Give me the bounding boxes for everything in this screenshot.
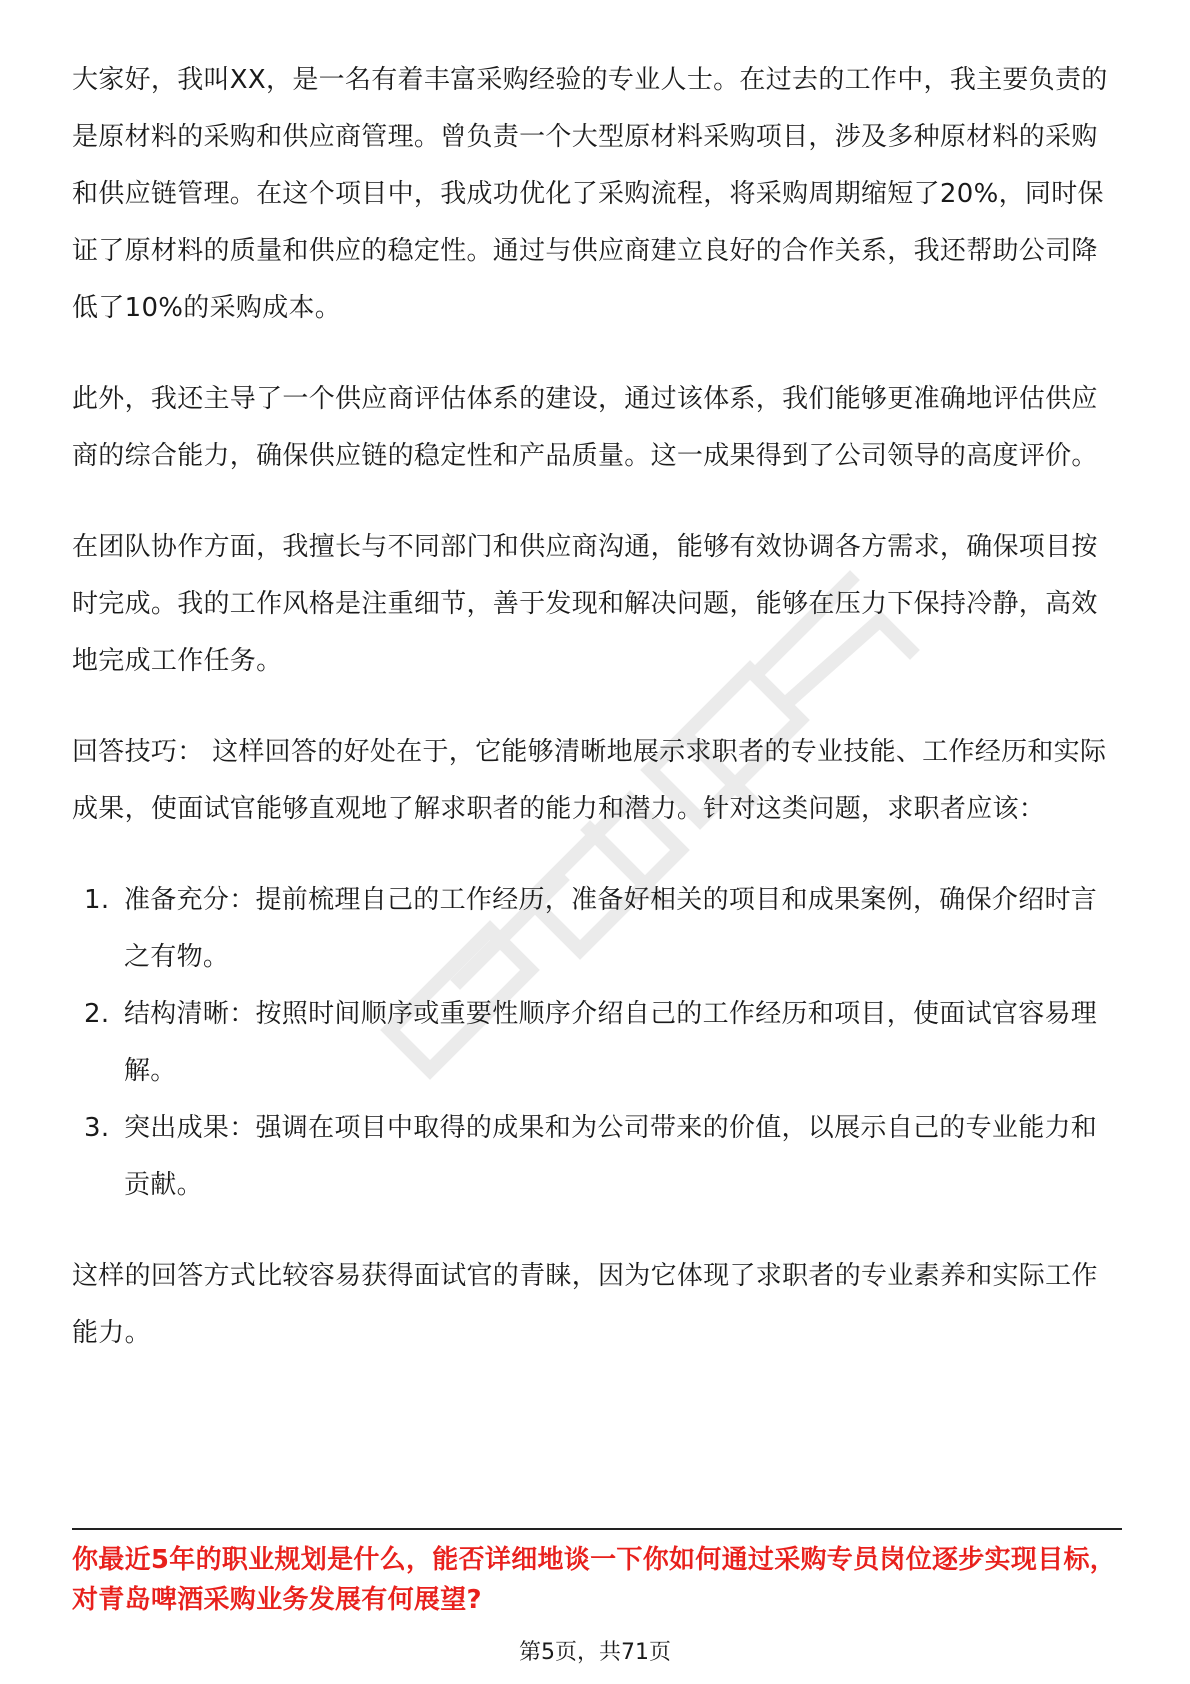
tips-list [72, 872, 1122, 1214]
list-text: 准备充分：提前梳理自己的工作经历，准备好相关的项目和成果案例，确保介绍时言之有物。 [124, 885, 1098, 972]
list-number: 3. [84, 1113, 110, 1143]
list-text: 结构清晰：按照时间顺序或重要性顺序介绍自己的工作经历和项目，使面试官容易理解。 [124, 999, 1098, 1086]
list-number: 2. [84, 999, 110, 1029]
list-number: 1. [84, 885, 110, 915]
list-item [72, 1100, 1122, 1214]
list-item [72, 872, 1122, 986]
next-question-heading: 你最近5年的职业规划是什么，能否详细地谈一下你如何通过采购专员岗位逐步实现目标，对青岛啤酒采购业务发展有何展望? [72, 1545, 1117, 1615]
paragraph-teamwork: 在团队协作方面，我擅长与不同部门和供应商沟通，能够有效协调各方需求，确保项目按时完成。我的工作风格是注重细节，善于发现和解决问题，能够在压力下保持冷静，高效地完成工作任务。 [72, 532, 1098, 676]
page-number-footer: 第5页，共71页 [519, 1640, 671, 1665]
paragraph-answer-tips: 回答技巧： 这样回答的好处在于，它能够清晰地展示求职者的专业技能、工作经历和实际成果，使面试官能够直观地了解求职者的能力和潜力。针对这类问题，求职者应该： [72, 737, 1107, 824]
section-divider [72, 1528, 1122, 1530]
paragraph-intro: 大家好，我叫XX，是一名有着丰富采购经验的专业人士。在过去的工作中，我主要负责的是原材料的采购和供应商管理。曾负责一个大型原材料采购项目，涉及多种原材料的采购和供应链管理。在这个项目中，我成功优化了采购流程，将采购周期缩短了20%，同时保证了原材料的质量和供应的稳定性。通过与供应商建立良好的合作关系，我还帮助公司降低了10%的采购成本。 [72, 65, 1108, 323]
document-body [72, 52, 1122, 1396]
paragraph-closing: 这样的回答方式比较容易获得面试官的青睐，因为它体现了求职者的专业素养和实际工作能力。 [72, 1261, 1098, 1348]
list-item [72, 986, 1122, 1100]
list-text: 突出成果：强调在项目中取得的成果和为公司带来的价值，以展示自己的专业能力和贡献。 [124, 1113, 1098, 1200]
paragraph-supplier-evaluation: 此外，我还主导了一个供应商评估体系的建设，通过该体系，我们能够更准确地评估供应商的综合能力，确保供应链的稳定性和产品质量。这一成果得到了公司领导的高度评价。 [72, 384, 1098, 471]
